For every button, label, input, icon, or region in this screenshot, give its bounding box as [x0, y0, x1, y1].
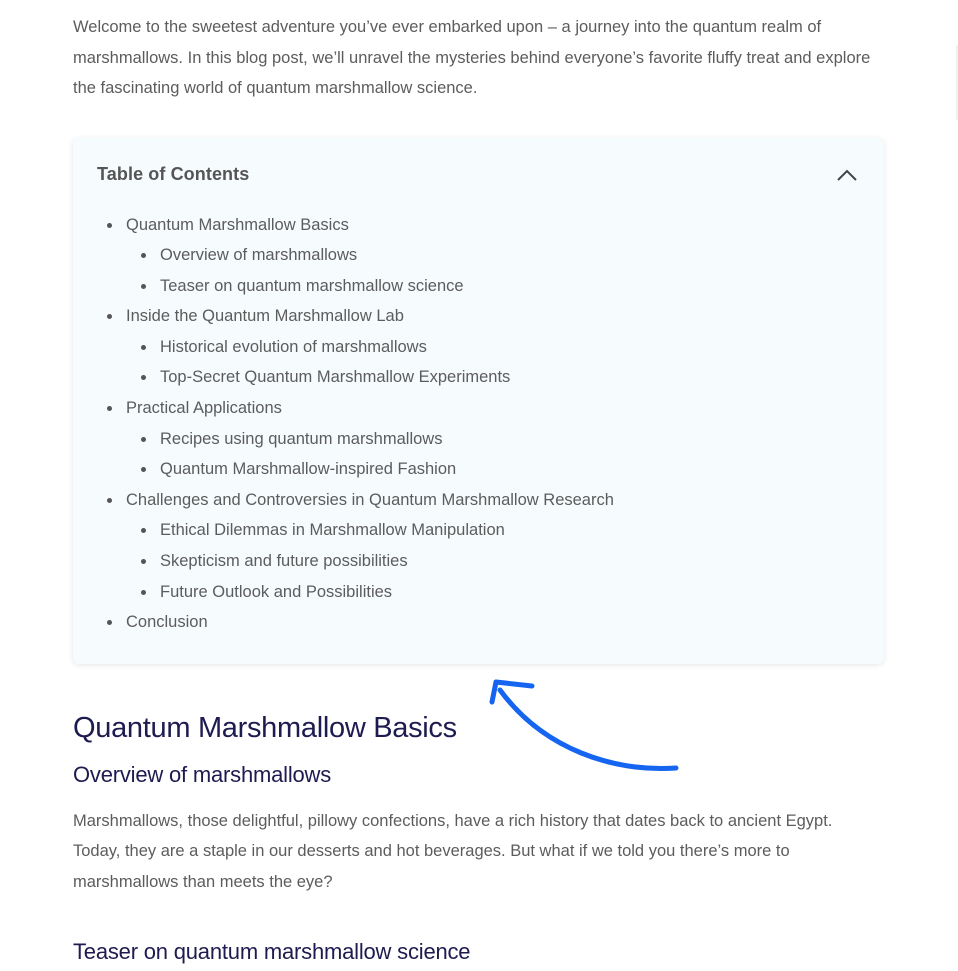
toc-sublist: [126, 332, 860, 393]
toc-sublist: [126, 515, 860, 607]
toc-title: Table of Contents: [97, 164, 250, 184]
toc-subitem: [141, 546, 860, 577]
toc-sublink[interactable]: Quantum Marshmallow-inspired Fashion: [160, 460, 457, 479]
toc-sublist: [126, 240, 860, 301]
toc-subitem: [141, 240, 860, 271]
chevron-up-icon[interactable]: [836, 164, 858, 186]
toc-sublink[interactable]: Skepticism and future possibilities: [160, 552, 408, 571]
toc-link[interactable]: Challenges and Controversies in Quantum Marshmallow Research: [126, 490, 614, 509]
table-of-contents: [73, 138, 884, 664]
section-subheading: Overview of marshmallows: [73, 761, 332, 787]
toc-sublink[interactable]: Teaser on quantum marshmallow science: [160, 276, 464, 295]
section-heading: Quantum Marshmallow Basics: [73, 711, 457, 744]
toc-subitem: [141, 515, 860, 546]
toc-link[interactable]: Conclusion: [126, 613, 208, 632]
toc-sublist: [126, 424, 860, 485]
toc-subitem: [141, 454, 860, 485]
annotation-arrow: [484, 670, 684, 780]
toc-subitem: [141, 332, 860, 363]
toc-link[interactable]: Practical Applications: [126, 399, 282, 418]
toc-item: [107, 301, 860, 393]
section-paragraph: Marshmallows, those delightful, pillowy confections, have a rich history that dates back to ancient Egypt. Today, they are a staple in our desserts and hot beverages. But what if we told you there’s more to marshmallows than meets the eye?: [73, 811, 833, 891]
toc-subitem: [141, 424, 860, 455]
section-subheading-2: Teaser on quantum marshmallow science: [73, 939, 471, 965]
intro-paragraph: Welcome to the sweetest adventure you’ve ever embarked upon – a journey into the quantum realm of marshmallows. In this blog post, we’ll unravel the mysteries behind everyone’s favorite fluffy treat and explore the fascinating world of quantum marshmallow science.: [73, 18, 871, 97]
toc-link[interactable]: Quantum Marshmallow Basics: [126, 215, 349, 234]
toc-sublink[interactable]: Future Outlook and Possibilities: [160, 582, 393, 601]
toc-item: [107, 210, 860, 302]
toc-sublink[interactable]: Ethical Dilemmas in Marshmallow Manipulation: [160, 521, 505, 540]
toc-header[interactable]: [97, 160, 860, 190]
toc-sublink[interactable]: Top-Secret Quantum Marshmallow Experiments: [160, 368, 511, 387]
toc-sublink[interactable]: Historical evolution of marshmallows: [160, 337, 427, 356]
toc-item: [107, 485, 860, 607]
toc-link[interactable]: Inside the Quantum Marshmallow Lab: [126, 307, 404, 326]
toc-list: [97, 210, 860, 638]
toc-item: [107, 393, 860, 485]
toc-item: [107, 607, 860, 638]
toc-sublink[interactable]: Overview of marshmallows: [160, 246, 358, 265]
toc-subitem: [141, 362, 860, 393]
toc-subitem: [141, 577, 860, 608]
toc-subitem: [141, 271, 860, 302]
toc-sublink[interactable]: Recipes using quantum marshmallows: [160, 429, 443, 448]
article-content: [73, 0, 884, 967]
